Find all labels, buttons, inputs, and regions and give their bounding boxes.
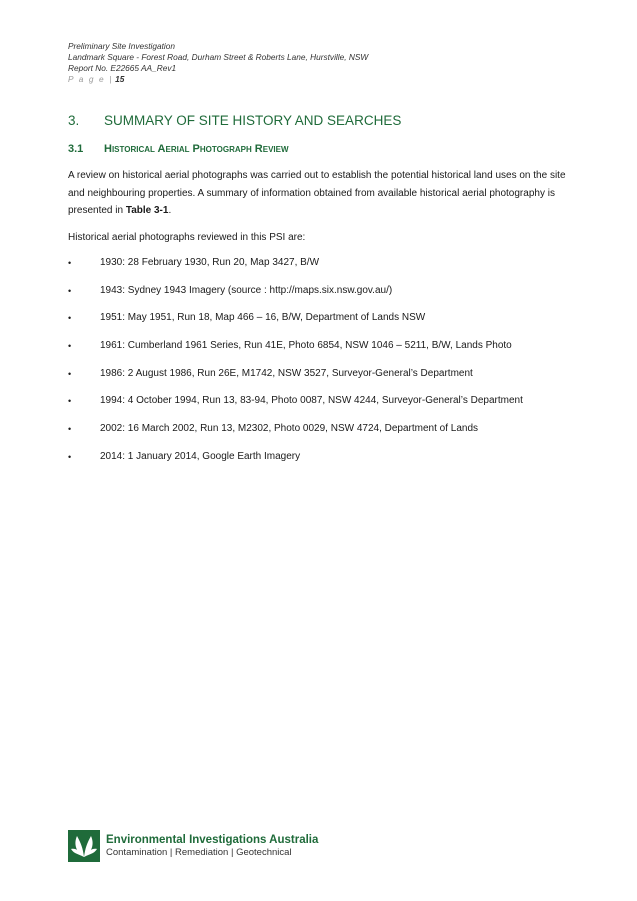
subsection-title: Historical Aerial Photograph Review <box>104 143 289 155</box>
page-label: P a g e | <box>68 74 113 84</box>
list-item-text: 2002: 16 March 2002, Run 13, M2302, Photo 0029, NSW 4724, Department of Lands <box>100 423 479 435</box>
page-header <box>68 41 368 85</box>
page-footer <box>68 830 318 862</box>
section-number: 3. <box>68 113 80 128</box>
bullet-icon: • <box>68 451 72 462</box>
section-title: SUMMARY OF SITE HISTORY AND SEARCHES <box>104 113 402 128</box>
leaf-logo-icon <box>68 830 100 862</box>
bullet-icon: • <box>68 424 72 435</box>
header-site-address: Landmark Square - Forest Road, Durham Street & Roberts Lane, Hurstville, NSW <box>68 52 369 62</box>
page-number: 15 <box>115 74 125 84</box>
list-intro-paragraph: Historical aerial photographs reviewed in this PSI are: <box>68 232 306 243</box>
footer-brand: Environmental Investigations Australia <box>106 834 319 846</box>
bullet-icon: • <box>68 258 72 268</box>
list-item <box>68 451 573 479</box>
subsection-heading <box>68 143 289 155</box>
list-item-text: 1951: May 1951, Run 18, Map 466 – 16, B/W, Department of Lands NSW <box>100 312 426 324</box>
bullet-icon: • <box>68 368 72 379</box>
list-item <box>68 312 573 340</box>
list-item-text: 1961: Cumberland 1961 Series, Run 41E, Photo 6854, NSW 1046 – 5211, B/W, Lands Photo <box>100 340 512 352</box>
bullet-icon: • <box>68 313 72 324</box>
list-item-text: 1986: 2 August 1986, Run 26E, M1742, NSW 3527, Surveyor-General’s Department <box>100 367 473 379</box>
list-item-text: 1994: 4 October 1994, Run 13, 83-94, Photo 0087, NSW 4244, Surveyor-General’s Department <box>100 395 523 407</box>
table-reference: Table 3-1 <box>125 205 169 216</box>
list-item <box>68 257 573 285</box>
header-document-type: Preliminary Site Investigation <box>68 41 175 51</box>
bullet-icon: • <box>68 285 72 296</box>
aerial-photo-list <box>68 257 573 479</box>
list-item <box>68 285 573 313</box>
list-item-text: 1943: Sydney 1943 Imagery (source : http://maps.six.nsw.gov.au/) <box>100 284 393 296</box>
list-item-text: 1930: 28 February 1930, Run 20, Map 3427, B/W <box>100 257 320 268</box>
list-item <box>68 395 573 423</box>
section-heading <box>68 113 401 128</box>
list-item-text: 2014: 1 January 2014, Google Earth Imagery <box>100 450 301 462</box>
header-report-number: Report No. E22665 AA_Rev1 <box>68 63 177 73</box>
list-item <box>68 368 573 396</box>
bullet-icon: • <box>68 341 72 352</box>
intro-end: . <box>168 205 172 216</box>
header-page-indicator <box>68 74 368 85</box>
subsection-number: 3.1 <box>68 143 84 155</box>
list-item <box>68 423 573 451</box>
list-item <box>68 340 573 368</box>
intro-text: A review on historical aerial photographs was carried out to establish the potential historical land uses on the site and neighbouring properties. A summary of information obtained from available historical aerial photography is presented in <box>68 170 566 216</box>
footer-tagline: Contamination | Remediation | Geotechnical <box>106 847 292 858</box>
bullet-icon: • <box>68 396 72 407</box>
intro-paragraph <box>68 167 573 220</box>
